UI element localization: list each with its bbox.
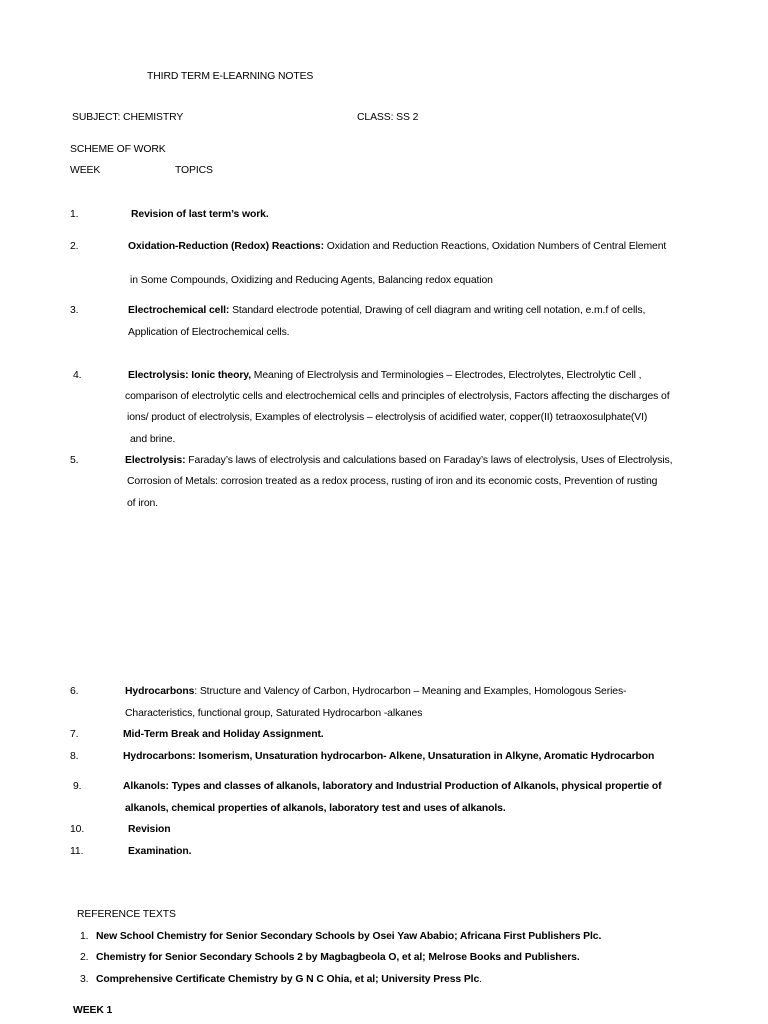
week-topic-line: [128, 304, 645, 317]
week-topic-heading: Revision: [128, 824, 171, 835]
week-topic-continuation: Application of Electrochemical cells.: [128, 327, 290, 338]
week-number: 7.: [70, 729, 79, 740]
week-topic-text: Meaning of Electrolysis and Terminologies – Electrodes, Electrolytes, Electrolytic Cell ,: [251, 370, 642, 381]
reference-texts-heading: REFERENCE TEXTS: [77, 909, 176, 920]
week-topic-line: [125, 454, 672, 467]
week-topic-continuation: comparison of electrolytic cells and electrochemical cells and principles of electrolysis, Factors affecting the discharges of: [125, 391, 670, 402]
class-label: CLASS: SS 2: [357, 112, 419, 123]
week-topic-continuation: ions/ product of electrolysis, Examples of electrolysis – electrolysis of acidified water, copper(II) tetraoxosulphate(VI): [127, 412, 648, 423]
reference-number: 3.: [80, 974, 89, 985]
subject-label: SUBJECT: CHEMISTRY: [72, 112, 184, 123]
week-topic-continuation: Characteristics, functional group, Saturated Hydrocarbon -alkanes: [125, 708, 423, 719]
week-topic-heading: Hydrocarbons: Isomerism, Unsaturation hydrocarbon- Alkene, Unsaturation in Alkyne, Aromatic Hydrocarbon: [123, 751, 655, 762]
week-topic-heading: Alkanols: Types and classes of alkanols, laboratory and Industrial Production of Alkanols, physical propertie of: [123, 781, 662, 792]
week-number: 4.: [73, 370, 82, 381]
week-topic-heading: Hydrocarbons: [125, 686, 195, 697]
week-topic-text: : Structure and Valency of Carbon, Hydrocarbon – Meaning and Examples, Homologous Series-: [194, 686, 627, 697]
reference-number: 1.: [80, 931, 89, 942]
week-topic-heading: Electrolysis:: [125, 455, 186, 466]
week-number: 1.: [70, 209, 79, 220]
week-number: 6.: [70, 686, 79, 697]
scheme-of-work-heading: SCHEME OF WORK: [70, 144, 166, 155]
reference-item-line: [96, 973, 482, 986]
week-number: 11.: [70, 846, 84, 857]
week-topic-heading: Oxidation-Reduction (Redox) Reactions:: [128, 241, 324, 252]
week-number: 9.: [73, 781, 82, 792]
week-topic-continuation: in Some Compounds, Oxidizing and Reducing Agents, Balancing redox equation: [130, 275, 493, 286]
week-topic-text: Standard electrode potential, Drawing of cell diagram and writing cell notation, e.m.f of cells,: [229, 305, 646, 316]
document-title: THIRD TERM E-LEARNING NOTES: [147, 71, 314, 82]
reference-number: 2.: [80, 952, 89, 963]
week-topic-heading: Electrolysis: Ionic theory,: [128, 370, 251, 381]
week-number: 2.: [70, 241, 79, 252]
week-topic-heading: Examination.: [128, 846, 192, 857]
week-column-header: WEEK: [70, 165, 101, 176]
week-1-heading: WEEK 1: [73, 1005, 113, 1016]
week-topic-continuation: Corrosion of Metals: corrosion treated as a redox process, rusting of iron and its economic costs, Prevention of rusting: [127, 476, 658, 487]
week-topic-line: [125, 685, 626, 698]
week-number: 10.: [70, 824, 85, 835]
week-topic-continuation: of iron.: [127, 498, 158, 509]
week-topic-continuation: and brine.: [130, 434, 176, 445]
week-topic-text: Faraday’s laws of electrolysis and calculations based on Faraday’s laws of electrolysis, Uses of Electrolysis,: [185, 455, 673, 466]
week-number: 3.: [70, 305, 79, 316]
week-topic-line: [128, 369, 641, 382]
week-topic-heading: Mid-Term Break and Holiday Assignment.: [123, 729, 324, 740]
week-number: 5.: [70, 455, 79, 466]
week-number: 8.: [70, 751, 79, 762]
reference-item-tail: .: [479, 974, 482, 985]
week-topic-continuation: alkanols, chemical properties of alkanols, laboratory test and uses of alkanols.: [125, 803, 506, 814]
week-topic-heading: Revision of last term’s work.: [131, 209, 269, 220]
week-topic-line: [128, 240, 666, 253]
topics-column-header: TOPICS: [175, 165, 213, 176]
week-topic-text: Oxidation and Reduction Reactions, Oxidation Numbers of Central Element: [323, 241, 667, 252]
reference-item: New School Chemistry for Senior Secondary Schools by Osei Yaw Ababio; Africana First Publishers Plc.: [96, 931, 602, 942]
reference-item: Comprehensive Certificate Chemistry by G N C Ohia, et al; University Press Plc: [96, 974, 480, 985]
week-topic-heading: Electrochemical cell:: [128, 305, 230, 316]
reference-item: Chemistry for Senior Secondary Schools 2 by Magbagbeola O, et al; Melrose Books and Publishers.: [96, 952, 580, 963]
